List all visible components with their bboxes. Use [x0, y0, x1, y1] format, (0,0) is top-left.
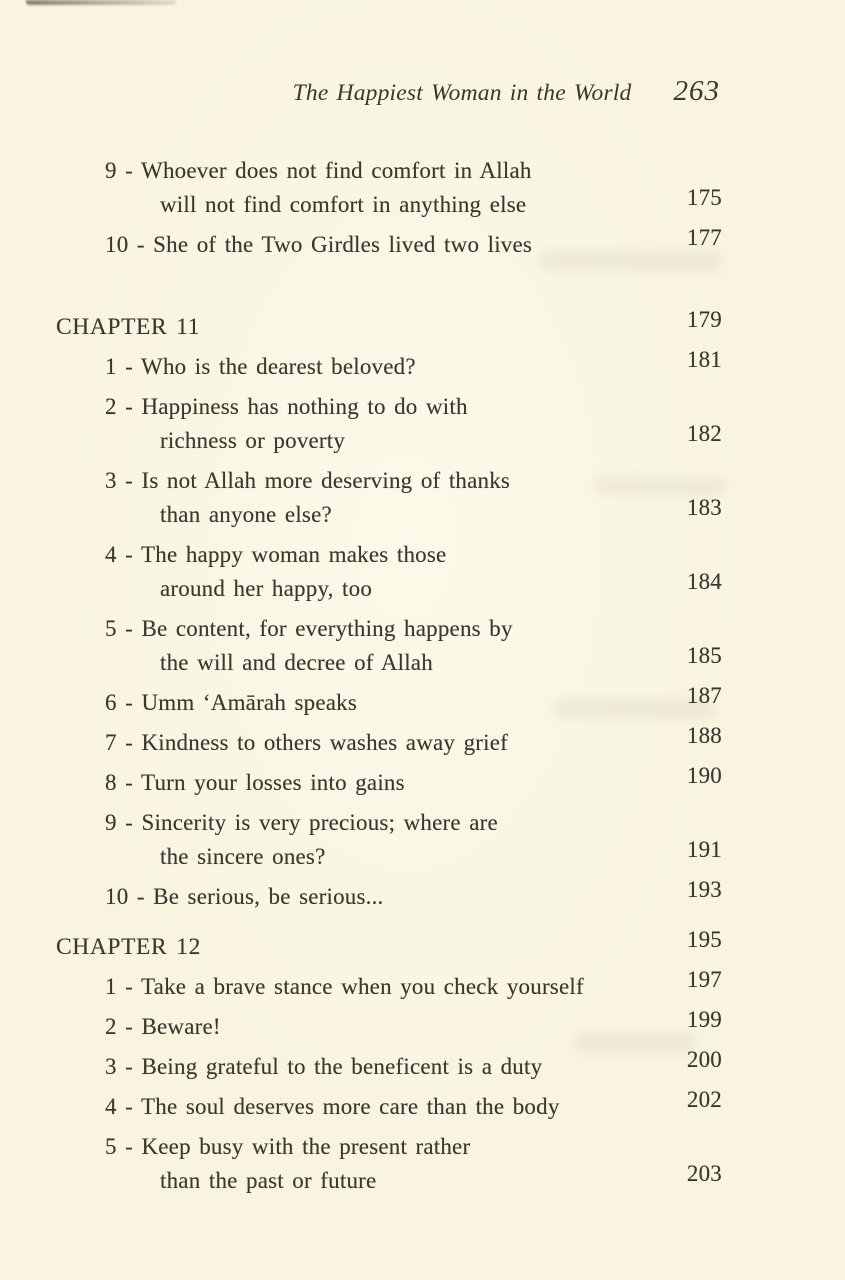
toc-line: 9 - Sincerity is very precious; where are [105, 810, 498, 835]
toc-entry-page: 183 [686, 495, 722, 520]
page-number: 263 [673, 75, 720, 107]
toc-entry-title [0, 612, 513, 680]
toc-entry-title [0, 806, 498, 874]
toc-entry-page: 188 [686, 723, 722, 748]
toc-entry [0, 967, 845, 1004]
toc-entry-title [0, 538, 446, 606]
toc-line: CHAPTER 11 [56, 314, 201, 340]
page-header [0, 74, 845, 110]
toc-line: 1 - Take a brave stance when you check yourself [105, 974, 584, 999]
toc-line: 5 - Keep busy with the present rather [105, 1134, 471, 1159]
toc-line: 10 - Be serious, be serious... [105, 884, 384, 909]
toc-line: than the past or future [160, 1168, 377, 1193]
toc-entry [0, 154, 845, 222]
toc-line: CHAPTER 12 [56, 934, 201, 960]
toc-line: 2 - Happiness has nothing to do with [105, 394, 468, 419]
toc-entry [0, 612, 845, 680]
toc-entry-title [0, 970, 584, 1004]
toc-line: 3 - Being grateful to the beneficent is a duty [105, 1054, 543, 1079]
toc-entry-title [0, 686, 357, 720]
toc-section [0, 110, 845, 262]
chapter-heading-page: 179 [686, 307, 722, 332]
toc-entry [0, 347, 845, 384]
toc-entry [0, 763, 845, 800]
toc-entry-title [0, 154, 532, 222]
toc-entry-title [0, 228, 532, 262]
toc-line: 1 - Who is the dearest beloved? [105, 354, 416, 379]
toc-entry [0, 1047, 845, 1084]
toc-entry-page: 185 [686, 643, 722, 668]
toc-entry-page: 187 [686, 683, 722, 708]
toc-section [0, 262, 845, 914]
toc-entry-title [0, 766, 405, 800]
toc-entry-page: 175 [686, 185, 722, 210]
running-title: The Happiest Woman in the World [292, 80, 632, 106]
toc-line: richness or poverty [160, 428, 346, 453]
toc-entry-title [0, 464, 510, 532]
toc-entry-title [0, 1090, 560, 1124]
toc-line: the sincere ones? [160, 844, 326, 869]
toc-entry-page: 193 [686, 877, 722, 902]
toc-line: the will and decree of Allah [160, 650, 433, 675]
toc-entry-page: 199 [686, 1007, 722, 1032]
toc-entry-title [0, 390, 468, 458]
page-showthrough [575, 1035, 695, 1051]
toc-line: than anyone else? [160, 502, 332, 527]
chapter-heading-title [0, 310, 200, 344]
toc-entry [0, 806, 845, 874]
toc-entry-page: 197 [686, 967, 722, 992]
toc-entry [0, 1130, 845, 1198]
scan-artifact-top-edge [26, 0, 176, 5]
toc-entry-page: 202 [686, 1087, 722, 1112]
toc-section [0, 914, 845, 1198]
toc-line: 4 - The soul deserves more care than the body [105, 1094, 560, 1119]
toc-entry-title [0, 1010, 221, 1044]
chapter-heading [0, 927, 845, 964]
toc-entry-page: 177 [686, 225, 722, 250]
toc-entry [0, 390, 845, 458]
toc-entry [0, 1007, 845, 1044]
toc-line: will not find comfort in anything else [160, 192, 527, 217]
toc-line: 7 - Kindness to others washes away grief [105, 730, 508, 755]
toc-line: 5 - Be content, for everything happens by [105, 616, 513, 641]
toc-entry [0, 683, 845, 720]
chapter-heading-title [0, 930, 201, 964]
toc-entry-page: 200 [686, 1047, 722, 1072]
toc-entry-page: 203 [686, 1161, 722, 1186]
toc-line: 8 - Turn your losses into gains [105, 770, 405, 795]
toc-entry [0, 464, 845, 532]
toc-line: 3 - Is not Allah more deserving of thanks [105, 468, 511, 493]
toc-entry-page: 182 [686, 421, 722, 446]
toc-line: 2 - Beware! [105, 1014, 221, 1039]
chapter-heading-page: 195 [686, 927, 722, 952]
toc-line: 10 - She of the Two Girdles lived two lives [105, 232, 533, 257]
toc-entry [0, 538, 845, 606]
toc-entry [0, 1087, 845, 1124]
toc-entry-title [0, 726, 508, 760]
toc-entry-title [0, 880, 384, 914]
toc-entry-title [0, 1050, 542, 1084]
toc-entry-page: 184 [686, 569, 722, 594]
toc-line: 6 - Umm ‘Amārah speaks [105, 690, 358, 715]
toc-entry-title [0, 350, 416, 384]
toc-entry-page: 190 [686, 763, 722, 788]
toc-line: around her happy, too [160, 576, 373, 601]
toc-entry [0, 723, 845, 760]
toc-entry-title [0, 1130, 470, 1198]
toc-entry-page: 191 [686, 837, 722, 862]
toc-line: 9 - Whoever does not find comfort in Allah [105, 158, 532, 183]
toc-entry-page: 181 [686, 347, 722, 372]
toc [0, 110, 845, 1198]
toc-line: 4 - The happy woman makes those [105, 542, 447, 567]
chapter-heading [0, 307, 845, 344]
toc-entry [0, 877, 845, 914]
